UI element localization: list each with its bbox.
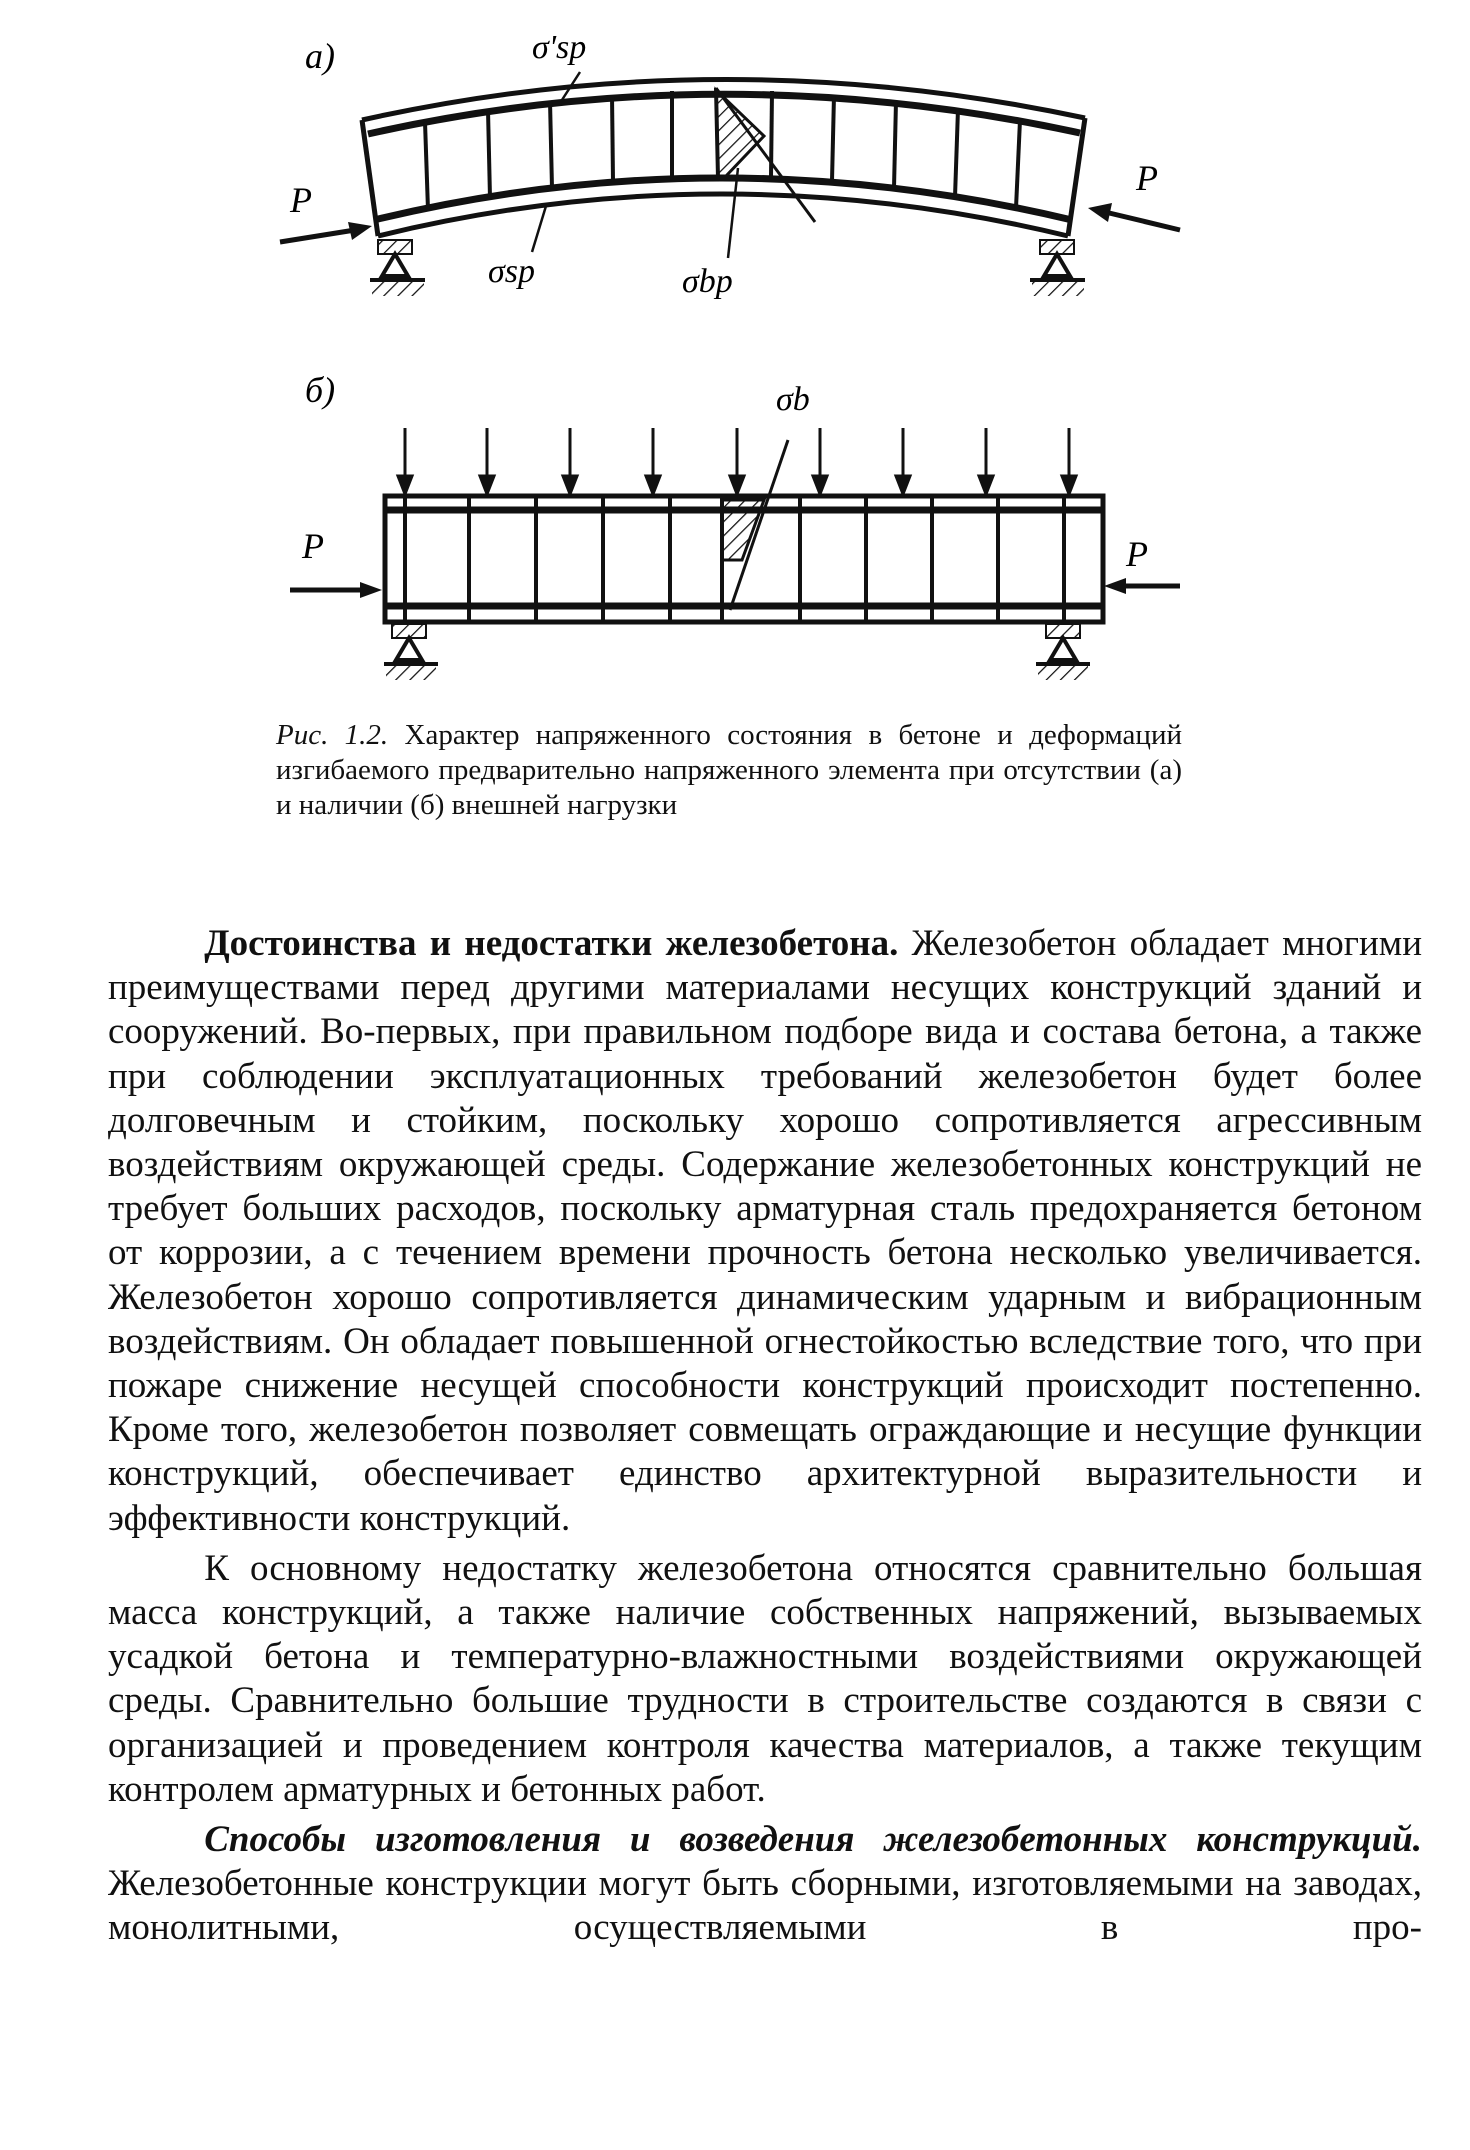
label-concrete-stress-a: σbp [682, 263, 733, 300]
body-text [108, 922, 1422, 1957]
diagram-a [280, 29, 1180, 300]
paragraph-disadvantages [108, 1547, 1422, 1812]
label-bottom-steel-stress: σsp [488, 253, 535, 290]
support-left-a [370, 240, 425, 296]
caption-text: Характер напряженного состояния в бетоне и деформаций изгибаемого предварительно напряженного элемента при отсутствии (а) и наличии (б) внешней нагрузки [276, 719, 1182, 821]
diagram-b-label: б) [305, 370, 336, 410]
force-arrow-left-b [290, 582, 382, 598]
force-label-right-a: P [1136, 158, 1158, 198]
label-top-steel-stress: σ'sp [532, 29, 587, 66]
force-label-left-a: P [290, 180, 312, 220]
section-heading-methods: Способы изготовления и возведения железобетонных конструкций. [204, 1819, 1422, 1861]
force-label-left-b: P [302, 526, 324, 566]
diagram-a-label: а) [305, 36, 335, 76]
load-arrows-b [398, 428, 1076, 494]
support-left-b [384, 624, 438, 680]
figure-beam-diagrams [0, 0, 1470, 720]
figure-caption [276, 718, 1182, 823]
paragraph-methods-text: Железобетонные конструкции могут быть сборными, изготовляемыми на заводах, монолитными, осуществляемыми в про- [108, 1863, 1422, 1949]
diagram-b [290, 370, 1180, 680]
paragraph-disadvantages-text: К основному недостатку железобетона относятся сравнительно большая масса конструкций, а также наличие собственных напряжений, вызываемых усадкой бетона и температурно-влажностными воздействиями окружающей среды. Сравнительно большие трудности в строительстве создаются в связи с организацией и проведением контроля качества материалов, а также текущим контролем арматурных и бетонных работ. [108, 1547, 1422, 1810]
support-right-a [1030, 240, 1085, 296]
paragraph-methods [108, 1818, 1422, 1951]
paragraph-advantages [108, 922, 1422, 1541]
paragraph-advantages-text: Железобетон обладает многими преимуществами перед другими материалами несущих конструкций зданий и сооружений. Во-первых, при правильном подборе вида и состава бетона, а также при соблюдении эксплуатационных требований железобетон будет более долговечным и стойким, поскольку хорошо сопротивляется агрессивным воздействиям окружающей среды. Содержание железобетонных конструкций не требует больших расходов, поскольку арматурная сталь предохраняется бетоном от коррозии, а с течением времени прочность бетона несколько увеличивается. Железобетон хорошо сопротивляется динамическим ударным и вибрационным воздействиям. Он обладает повышенной огнестойкостью вследствие того, что при пожаре снижение несущей способности конструкций происходит постепенно. Кроме того, железобетон позволяет совмещать ограждающие и несущие функции конструкций, обеспечивает единство архитектурной выразительности и эффективности конструкций. [108, 923, 1422, 1539]
section-heading-advantages: Достоинства и недостатки железобетона. [204, 923, 899, 964]
force-arrow-right-a [1088, 203, 1180, 230]
caption-label: Рис. 1.2. [276, 719, 389, 751]
label-concrete-stress-b: σb [776, 381, 810, 418]
stress-epure-a [716, 90, 764, 176]
force-label-right-b: P [1126, 534, 1148, 574]
force-arrow-right-b [1104, 578, 1180, 594]
support-right-b [1036, 624, 1090, 680]
force-arrow-left-a [280, 222, 372, 242]
